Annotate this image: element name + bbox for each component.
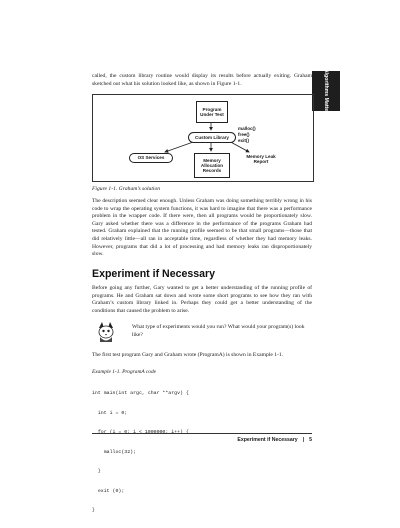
- intro-paragraph: called, the custom library routine would display its results before actually exiting. Graham sketched out what his solution looked like, as shown in Figure 1-1.: [92, 73, 312, 87]
- page-footer: [237, 437, 312, 443]
- note-text: What type of experiments would you run? What would your program(s) look like?: [132, 324, 305, 338]
- custom-library-label: Custom Library: [195, 134, 229, 140]
- section-heading: Experiment if Necessary: [92, 268, 216, 280]
- code-line: malloc(32);: [92, 449, 137, 455]
- program-under-test-box: [196, 101, 228, 123]
- description-paragraph: The description seemed clear enough. Unless Graham was doing something terribly wrong in his code to wrap the operating system functions, it was hard to imagine that there was a performance problem in the wrapper code. If there were, then all programs would be proportionately slow. Gary asked whether there was a difference in the performance of the programs Graham had tested. Graham explained that the running profile seemed to be that small programs—those that did relatively little—all ran in acceptable time, regardless of whether they had memory leaks. However, programs that did a lot of processing and had memory leaks ran disproportionately slow.: [92, 198, 312, 258]
- os-services-label: OS Services: [137, 155, 165, 161]
- function-malloc-label: malloc(): [238, 126, 256, 131]
- chapter-thumb-tab: [312, 68, 340, 114]
- figure-1-1: [92, 94, 314, 182]
- code-line: int main(int argc, char **argv) {: [92, 391, 189, 396]
- memory-allocation-records-label: Memory Allocation Records: [200, 157, 224, 174]
- code-line: int i = 0;: [92, 410, 128, 416]
- function-exit-label: exit(): [238, 138, 249, 143]
- footer-separator: |: [302, 437, 305, 443]
- footer-section-title: Experiment if Necessary: [237, 437, 298, 443]
- chapter-thumb-tab-label: Algorithms Matter: [323, 68, 329, 114]
- memory-leak-report-label: Memory Leak Report: [246, 154, 276, 165]
- code-line: exit (0);: [92, 488, 125, 494]
- footer-rule: [92, 433, 312, 434]
- before-going-paragraph: Before going any further, Gary wanted to get a better understanding of the running profile of programs. He and Graham sat down and wrote some short programs to see how they ran with Graham’s custom library linked in. Perhaps they could get a better understanding of the conditions that caused the problem to arise.: [92, 285, 312, 314]
- first-test-paragraph: The first test program Gary and Graham wrote (ProgramA) is shown in Example 1-1.: [92, 352, 284, 358]
- code-line: }: [92, 469, 101, 474]
- example-caption: Example 1-1. ProgramA code: [92, 369, 157, 375]
- function-free-label: free(): [238, 132, 250, 137]
- custom-library-box: [188, 132, 236, 143]
- program-under-test-label: Program Under Test: [200, 106, 224, 117]
- figure-caption: Figure 1-1. Graham’s solution: [92, 186, 161, 192]
- code-line: for (i = 0; i < 1000000; i++) {: [92, 430, 189, 435]
- memory-allocation-records-box: [194, 153, 230, 178]
- note-animal-icon: [96, 320, 116, 344]
- code-line: }: [92, 508, 95, 513]
- code-listing: [92, 378, 189, 528]
- page-number: 5: [309, 437, 312, 443]
- os-services-box: [129, 153, 173, 163]
